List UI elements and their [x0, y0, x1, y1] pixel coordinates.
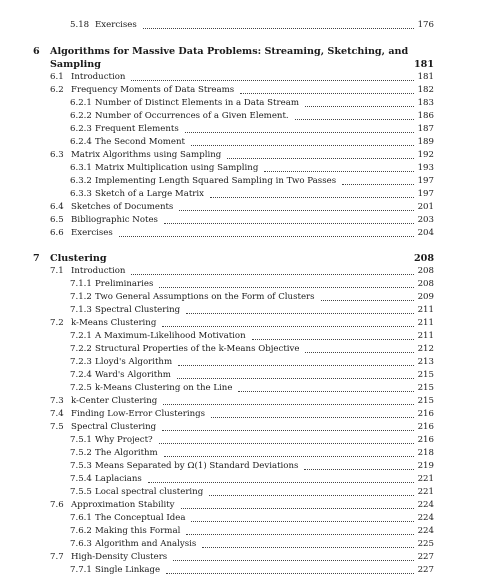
- entry-title: Introduction: [71, 266, 126, 276]
- entry-page: 186: [417, 111, 434, 121]
- entry-title: Exercises: [71, 228, 113, 238]
- entry-title: Preliminaries: [95, 279, 154, 289]
- toc-entry: [70, 96, 434, 109]
- entry-number: 7.1: [50, 266, 64, 276]
- chapter-number: 6: [33, 46, 40, 57]
- dot-leader: [162, 326, 413, 327]
- dot-leader: [264, 171, 413, 172]
- entry-page: 197: [417, 189, 434, 199]
- entry-page: 215: [417, 383, 434, 393]
- entry-title: Finding Low-Error Clusterings: [71, 409, 206, 419]
- entry-page: 225: [417, 539, 434, 549]
- entry-page: 227: [417, 565, 434, 575]
- entry-title: Matrix Multiplication using Sampling: [95, 163, 259, 173]
- entry-page: 215: [417, 396, 434, 406]
- entry-title: Structural Properties of the k-Means Objective: [95, 344, 300, 354]
- dot-leader: [210, 197, 414, 198]
- dot-leader: [119, 236, 414, 237]
- entry-title: Why Project?: [95, 435, 153, 445]
- entry-number: 7.1.2: [70, 292, 92, 302]
- entry-number: 6.2.4: [70, 137, 92, 147]
- toc-entry: [70, 433, 434, 446]
- dot-leader: [321, 300, 414, 301]
- entry-number: 5.18: [70, 20, 90, 30]
- entry-number: 7.6.2: [70, 526, 92, 536]
- entry-title: Two General Assumptions on the Form of Clusters: [95, 292, 315, 302]
- dot-leader: [131, 80, 413, 81]
- entry-number: 7.2.3: [70, 357, 92, 367]
- entry-page: 216: [417, 435, 434, 445]
- entry-title: The Conceptual Idea: [95, 513, 186, 523]
- entry-page: 189: [417, 137, 434, 147]
- entry-title: Sketches of Documents: [71, 202, 174, 212]
- entry-page: 183: [417, 98, 434, 108]
- entry-number: 7.5.5: [70, 487, 92, 497]
- dot-leader: [179, 210, 413, 211]
- entry-number: 7.2: [50, 318, 64, 328]
- entry-number: 7.4: [50, 409, 64, 419]
- entry-page: 211: [417, 305, 434, 315]
- toc-entry: [50, 70, 434, 83]
- dot-leader: [148, 482, 414, 483]
- toc-entry: [70, 122, 434, 135]
- dot-leader: [191, 521, 413, 522]
- toc-entry: [50, 420, 434, 433]
- toc-entry: [70, 459, 434, 472]
- entry-page: 187: [417, 124, 434, 134]
- entry-number: 6.6: [50, 228, 64, 238]
- dot-leader: [209, 495, 413, 496]
- dot-leader: [181, 508, 414, 509]
- entry-page: 182: [417, 85, 434, 95]
- dot-leader: [305, 352, 413, 353]
- dot-leader: [342, 184, 413, 185]
- toc-entry: [70, 511, 434, 524]
- entry-title: Matrix Algorithms using Sampling: [71, 150, 222, 160]
- entry-title: Exercises: [95, 20, 137, 30]
- entry-title: Implementing Length Squared Sampling in Two Passes: [95, 176, 337, 186]
- entry-title: Approximation Stability: [71, 500, 175, 510]
- toc-entry: [70, 446, 434, 459]
- entry-title: Frequent Elements: [95, 124, 179, 134]
- entry-title: Number of Occurrences of a Given Element.: [95, 111, 289, 121]
- chapter-title: Clustering: [50, 253, 107, 264]
- entry-number: 7.6.1: [70, 513, 92, 523]
- dot-leader: [238, 391, 413, 392]
- entry-number: 6.4: [50, 202, 64, 212]
- entry-page: 209: [417, 292, 434, 302]
- entry-page: 215: [417, 370, 434, 380]
- entry-page: 224: [417, 526, 434, 536]
- dot-leader: [178, 365, 413, 366]
- chapter-heading: [33, 251, 434, 264]
- entry-number: 7.5.1: [70, 435, 92, 445]
- toc-entry: [50, 213, 434, 226]
- chapter-heading: [33, 44, 434, 57]
- toc-entry: [50, 148, 434, 161]
- chapter-page: 208: [413, 253, 434, 264]
- entry-number: 7.5.4: [70, 474, 92, 484]
- entry-title: Making this Formal: [95, 526, 181, 536]
- entry-page: 213: [417, 357, 434, 367]
- entry-page: 216: [417, 422, 434, 432]
- entry-title: Local spectral clustering: [95, 487, 204, 497]
- entry-number: 7.7: [50, 552, 64, 562]
- toc-entry: [70, 537, 434, 550]
- toc-entry: [70, 563, 434, 576]
- dot-leader: [240, 93, 413, 94]
- entry-number: 6.5: [50, 215, 64, 225]
- entry-page: 211: [417, 331, 434, 341]
- entry-number: 6.3: [50, 150, 64, 160]
- toc-entry: [70, 485, 434, 498]
- dot-leader: [159, 443, 414, 444]
- toc-entry: [70, 174, 434, 187]
- toc-entry: [70, 18, 434, 31]
- entry-page: 181: [417, 72, 434, 82]
- dot-leader: [295, 119, 414, 120]
- entry-number: 7.5.3: [70, 461, 92, 471]
- entry-title: Introduction: [71, 72, 126, 82]
- entry-number: 7.6: [50, 500, 64, 510]
- entry-page: 208: [417, 266, 434, 276]
- toc-entry: [50, 498, 434, 511]
- toc-entry: [70, 187, 434, 200]
- toc-entry: [50, 83, 434, 96]
- toc-entry: [50, 394, 434, 407]
- entry-page: 212: [417, 344, 434, 354]
- entry-title: High-Density Clusters: [71, 552, 168, 562]
- entry-page: 193: [417, 163, 434, 173]
- entry-number: 7.1.1: [70, 279, 92, 289]
- toc-entry: [70, 109, 434, 122]
- entry-number: 6.2.1: [70, 98, 92, 108]
- entry-number: 6.3.3: [70, 189, 92, 199]
- entry-title: The Second Moment: [95, 137, 186, 147]
- entry-title: Sketch of a Large Matrix: [95, 189, 204, 199]
- entry-number: 7.2.2: [70, 344, 92, 354]
- entry-page: 216: [417, 409, 434, 419]
- toc-entry: [70, 524, 434, 537]
- entry-title: A Maximum-Likelihood Motivation: [95, 331, 246, 341]
- toc-entry: [70, 161, 434, 174]
- entry-page: 227: [417, 552, 434, 562]
- chapter-number: 7: [33, 253, 40, 264]
- entry-title: Spectral Clustering: [71, 422, 157, 432]
- toc-entry: [70, 472, 434, 485]
- entry-page: 224: [417, 500, 434, 510]
- entry-number: 7.6.3: [70, 539, 92, 549]
- entry-number: 6.2: [50, 85, 64, 95]
- chapter-page: 181: [413, 59, 434, 70]
- entry-title: Frequency Moments of Data Streams: [71, 85, 235, 95]
- entry-title: Ward's Algorithm: [95, 370, 171, 380]
- toc-entry: [70, 381, 434, 394]
- toc-entry: [50, 407, 434, 420]
- dot-leader: [143, 28, 414, 29]
- entry-number: 6.1: [50, 72, 64, 82]
- toc-entry: [70, 355, 434, 368]
- entry-title: Laplacians: [95, 474, 142, 484]
- entry-title: Means Separated by Ω(1) Standard Deviations: [95, 461, 299, 471]
- entry-number: 7.5.2: [70, 448, 92, 458]
- entry-page: 208: [417, 279, 434, 289]
- toc-entry: [70, 342, 434, 355]
- dot-leader: [211, 417, 414, 418]
- entry-title: Single Linkage: [95, 565, 161, 575]
- dot-leader: [252, 339, 414, 340]
- entry-number: 6.2.2: [70, 111, 92, 121]
- entry-title: Lloyd's Algorithm: [95, 357, 173, 367]
- entry-number: 7.2.4: [70, 370, 92, 380]
- dot-leader: [185, 132, 414, 133]
- toc-entry: [70, 135, 434, 148]
- entry-title: k-Means Clustering: [71, 318, 157, 328]
- dot-leader: [186, 534, 413, 535]
- dot-leader: [177, 378, 414, 379]
- toc-entry: [70, 290, 434, 303]
- entry-number: 6.3.1: [70, 163, 92, 173]
- dot-leader: [227, 158, 413, 159]
- dot-leader: [202, 547, 413, 548]
- entry-page: 204: [417, 228, 434, 238]
- dot-leader: [164, 223, 414, 224]
- dot-leader: [304, 469, 413, 470]
- entry-number: 7.7.1: [70, 565, 92, 575]
- entry-title: Number of Distinct Elements in a Data Stream: [95, 98, 299, 108]
- entry-number: 7.3: [50, 396, 64, 406]
- entry-page: 197: [417, 176, 434, 186]
- entry-title: k-Center Clustering: [71, 396, 158, 406]
- entry-title: Algorithm and Analysis: [95, 539, 197, 549]
- entry-page: 176: [417, 20, 434, 30]
- dot-leader: [162, 430, 413, 431]
- chapter-title: Algorithms for Massive Data Problems: Streaming, Sketching, and: [50, 46, 409, 57]
- entry-title: Bibliographic Notes: [71, 215, 158, 225]
- entry-number: 6.2.3: [70, 124, 92, 134]
- entry-number: 7.5: [50, 422, 64, 432]
- chapter-heading-continued: [50, 57, 434, 70]
- entry-number: 6.3.2: [70, 176, 92, 186]
- dot-leader: [163, 404, 413, 405]
- entry-number: 7.2.1: [70, 331, 92, 341]
- entry-page: 218: [417, 448, 434, 458]
- toc-entry: [70, 277, 434, 290]
- entry-page: 192: [417, 150, 434, 160]
- dot-leader: [186, 313, 413, 314]
- entry-page: 201: [417, 202, 434, 212]
- toc-entry: [70, 368, 434, 381]
- entry-page: 219: [417, 461, 434, 471]
- toc-entry: [50, 200, 434, 213]
- entry-page: 211: [417, 318, 434, 328]
- dot-leader: [164, 456, 414, 457]
- toc-entry: [70, 303, 434, 316]
- entry-title: k-Means Clustering on the Line: [95, 383, 233, 393]
- toc-entry: [50, 316, 434, 329]
- entry-number: 7.2.5: [70, 383, 92, 393]
- dot-leader: [173, 560, 413, 561]
- toc-entry: [50, 550, 434, 563]
- dot-leader: [166, 573, 413, 574]
- toc-entry: [50, 226, 434, 239]
- entry-number: 7.1.3: [70, 305, 92, 315]
- entry-page: 224: [417, 513, 434, 523]
- toc-entry: [50, 264, 434, 277]
- toc-entry: [70, 329, 434, 342]
- entry-page: 221: [417, 474, 434, 484]
- entry-page: 203: [417, 215, 434, 225]
- dot-leader: [305, 106, 414, 107]
- dot-leader: [191, 145, 414, 146]
- chapter-title: Sampling: [50, 59, 101, 70]
- dot-leader: [131, 274, 413, 275]
- entry-title: The Algorithm: [95, 448, 158, 458]
- entry-page: 221: [417, 487, 434, 497]
- dot-leader: [159, 287, 413, 288]
- entry-title: Spectral Clustering: [95, 305, 181, 315]
